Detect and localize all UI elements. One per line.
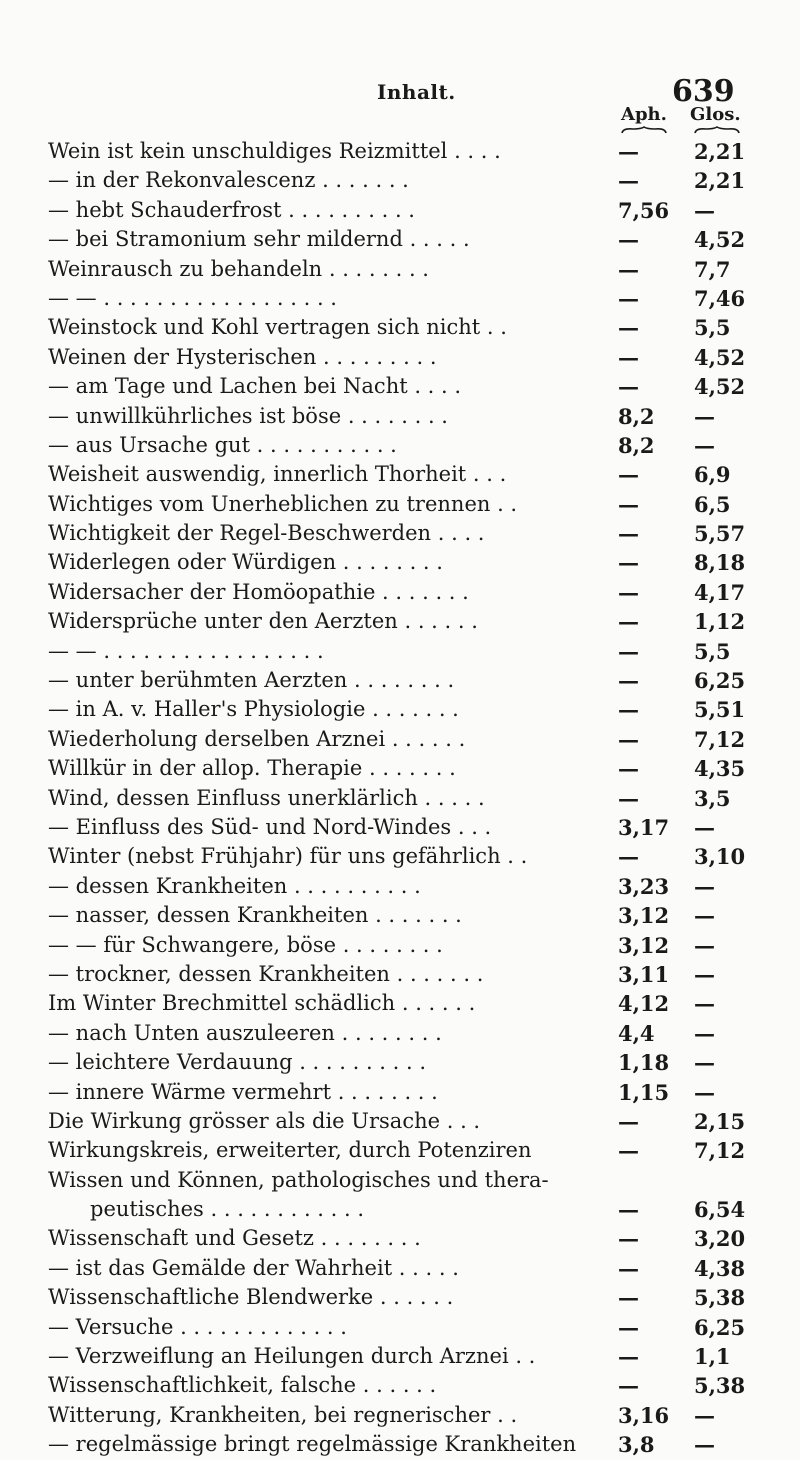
entry-text xyxy=(48,313,608,342)
index-entry xyxy=(0,842,800,871)
entry-glos-ref: 4,38 xyxy=(694,1255,746,1281)
entry-aph-ref: — xyxy=(618,1138,639,1164)
index-entry xyxy=(0,607,800,636)
column-header-aph: Aph. xyxy=(621,104,667,125)
entry-text xyxy=(48,255,608,284)
index-entry xyxy=(0,1107,800,1136)
entry-text-line: — am Tage und Lachen bei Nacht . . . . xyxy=(48,374,462,399)
entry-aph-ref: — xyxy=(618,1285,639,1311)
entry-text-line: — — für Schwangere, böse . . . . . . . . xyxy=(48,932,443,957)
entry-text xyxy=(48,1254,608,1283)
entry-text-line: — Versuche . . . . . . . . . . . . . xyxy=(48,1314,347,1339)
entry-aph-ref: — xyxy=(618,726,639,752)
entry-glos-ref: 6,5 xyxy=(694,491,731,517)
index-entry xyxy=(0,431,800,460)
entry-glos-ref: — xyxy=(694,1402,715,1428)
entry-text-line: — leichtere Verdauung . . . . . . . . . . xyxy=(48,1050,427,1075)
entry-glos-ref: 4,35 xyxy=(694,756,746,782)
entry-text-line: Widerlegen oder Würdigen . . . . . . . . xyxy=(48,550,443,575)
entry-text-line: Wissenschaft und Gesetz . . . . . . . . xyxy=(48,1226,421,1251)
entry-text xyxy=(48,137,608,166)
entry-text xyxy=(48,1048,608,1077)
index-entry xyxy=(0,578,800,607)
entry-aph-ref: 4,4 xyxy=(618,1020,655,1046)
index-entry xyxy=(0,1342,800,1371)
entry-glos-ref: 5,38 xyxy=(694,1373,746,1399)
entry-glos-ref: — xyxy=(694,1020,715,1046)
entry-text xyxy=(48,784,608,813)
index-entry xyxy=(0,402,800,431)
index-entry xyxy=(0,519,800,548)
index-entry xyxy=(0,225,800,254)
entry-glos-ref: 4,17 xyxy=(694,579,746,605)
entry-glos-ref: — xyxy=(694,432,715,458)
entry-aph-ref: 3,23 xyxy=(618,873,670,899)
entry-text-line: Die Wirkung grösser als die Ursache . . . xyxy=(48,1108,481,1133)
index-entry xyxy=(0,1430,800,1459)
entry-aph-ref: — xyxy=(618,1226,639,1252)
entry-aph-ref: — xyxy=(618,756,639,782)
entry-glos-ref: — xyxy=(694,991,715,1017)
entry-text-line: Wichtiges vom Unerheblichen zu trennen . . xyxy=(48,491,518,516)
entry-aph-ref: 8,2 xyxy=(618,432,655,458)
entry-glos-ref: — xyxy=(694,197,715,223)
entry-aph-ref: — xyxy=(618,638,639,664)
entry-glos-ref: 2,21 xyxy=(694,168,746,194)
entry-text-line: — nach Unten auszuleeren . . . . . . . . xyxy=(48,1020,442,1045)
entry-text-line: — — . . . . . . . . . . . . . . . . . . xyxy=(48,285,337,310)
index-entry xyxy=(0,901,800,930)
entry-text-line: Wein ist kein unschuldiges Reizmittel . . . . xyxy=(48,139,501,163)
entry-glos-ref: 7,7 xyxy=(694,256,731,282)
entry-glos-ref: — xyxy=(694,403,715,429)
entry-glos-ref: 2,21 xyxy=(694,139,746,164)
entry-text-line: — aus Ursache gut . . . . . . . . . . . xyxy=(48,432,397,457)
entry-aph-ref: 8,2 xyxy=(618,403,655,429)
entry-aph-ref: — xyxy=(618,579,639,605)
entry-text-line: Im Winter Brechmittel schädlich . . . . . . xyxy=(48,991,476,1016)
entry-text-line: Weinrausch zu behandeln . . . . . . . . xyxy=(48,256,429,281)
index-entry xyxy=(0,255,800,284)
entry-text-line: — nasser, dessen Krankheiten . . . . . . . xyxy=(48,903,462,928)
index-entry xyxy=(0,754,800,783)
entry-text xyxy=(48,637,608,666)
entry-text-line: Weinstock und Kohl vertragen sich nicht . . xyxy=(48,315,507,340)
entry-aph-ref: 3,8 xyxy=(618,1432,655,1458)
entry-text xyxy=(48,402,608,431)
entry-aph-ref: — xyxy=(618,1255,639,1281)
index-entry xyxy=(0,1371,800,1400)
entry-text xyxy=(48,431,608,460)
entry-text-continuation: peutisches . . . . . . . . . . . . xyxy=(90,1197,365,1222)
index-entry xyxy=(0,725,800,754)
entry-glos-ref: 6,54 xyxy=(694,1197,746,1223)
entry-text xyxy=(48,548,608,577)
entry-text-line: — bei Stramonium sehr mildernd . . . . . xyxy=(48,227,470,252)
entry-glos-ref: — xyxy=(694,1432,715,1458)
entry-text xyxy=(48,901,608,930)
entry-glos-ref: 1,1 xyxy=(694,1344,731,1370)
entry-glos-ref: — xyxy=(694,1050,715,1076)
index-entry xyxy=(0,490,800,519)
index-entry xyxy=(0,931,800,960)
index-entry xyxy=(0,1313,800,1342)
entry-aph-ref: 1,18 xyxy=(618,1050,670,1076)
entry-text xyxy=(48,225,608,254)
entry-glos-ref: 3,20 xyxy=(694,1226,746,1252)
index-entry xyxy=(0,1048,800,1077)
entry-aph-ref: — xyxy=(618,785,639,811)
entry-text xyxy=(48,813,608,842)
entry-glos-ref: 5,57 xyxy=(694,521,746,547)
entry-text-line: Wiederholung derselben Arznei . . . . . . xyxy=(48,726,466,751)
entry-text xyxy=(48,519,608,548)
index-entry xyxy=(0,872,800,901)
entry-text xyxy=(48,1166,608,1225)
entry-glos-ref: 7,46 xyxy=(694,285,746,311)
entry-glos-ref: — xyxy=(694,961,715,987)
entry-text xyxy=(48,931,608,960)
entry-glos-ref: 4,52 xyxy=(694,344,746,370)
entry-aph-ref: — xyxy=(618,491,639,517)
entry-text-line: Widersprüche unter den Aerzten . . . . . . xyxy=(48,609,478,634)
index-entry xyxy=(0,372,800,401)
entry-aph-ref: — xyxy=(618,256,639,282)
entry-aph-ref: 3,17 xyxy=(618,814,670,840)
index-entry xyxy=(0,196,800,225)
entry-aph-ref: 4,12 xyxy=(618,991,670,1017)
entry-aph-ref: 3,12 xyxy=(618,903,670,929)
entry-text-line: Wissenschaftliche Blendwerke . . . . . . xyxy=(48,1285,454,1310)
entry-text-line: — ist das Gemälde der Wahrheit . . . . . xyxy=(48,1255,459,1280)
entry-glos-ref: 4,52 xyxy=(694,374,746,400)
entry-text xyxy=(48,284,608,313)
entry-text-line: — unwillkührliches ist böse . . . . . . . . xyxy=(48,403,448,428)
entry-glos-ref: 8,18 xyxy=(694,550,746,576)
entry-glos-ref: — xyxy=(694,932,715,958)
entry-aph-ref: 3,12 xyxy=(618,932,670,958)
running-title: Inhalt. xyxy=(377,80,456,104)
entry-text-line: — unter berühmten Aerzten . . . . . . . . xyxy=(48,668,455,693)
entry-aph-ref: — xyxy=(618,521,639,547)
entry-text-line: Weinen der Hysterischen . . . . . . . . . xyxy=(48,344,437,369)
entry-text-line: — Verzweiflung an Heilungen durch Arznei . . xyxy=(48,1344,536,1369)
entry-glos-ref: 3,10 xyxy=(694,844,746,870)
entry-aph-ref: — xyxy=(618,1197,639,1223)
brace-glos-icon xyxy=(694,126,740,134)
entry-aph-ref: 1,15 xyxy=(618,1079,670,1105)
entry-aph-ref: — xyxy=(618,1373,639,1399)
entry-glos-ref: 5,38 xyxy=(694,1285,746,1311)
entry-text-line: Wind, dessen Einfluss unerklärlich . . . . . xyxy=(48,785,485,810)
page-number: 639 xyxy=(672,74,735,109)
brace-aph-icon xyxy=(621,126,667,134)
entry-text-line: — dessen Krankheiten . . . . . . . . . . xyxy=(48,873,421,898)
entry-text xyxy=(48,960,608,989)
entry-aph-ref: — xyxy=(618,844,639,870)
entry-text-line: Wissen und Können, pathologisches und thera- xyxy=(48,1167,549,1192)
index-entry xyxy=(0,637,800,666)
entry-aph-ref: — xyxy=(618,168,639,194)
entry-text xyxy=(48,460,608,489)
column-header-glos: Glos. xyxy=(690,104,741,125)
entry-text xyxy=(48,1283,608,1312)
entry-glos-ref: 7,12 xyxy=(694,726,746,752)
entry-text xyxy=(48,872,608,901)
entry-aph-ref: — xyxy=(618,1344,639,1370)
entry-glos-ref: 2,15 xyxy=(694,1108,746,1134)
entry-text-line: — trockner, dessen Krankheiten . . . . . . . xyxy=(48,961,484,986)
entry-text xyxy=(48,1136,608,1165)
entry-text xyxy=(48,166,608,195)
entry-aph-ref: — xyxy=(618,668,639,694)
entry-glos-ref: — xyxy=(694,873,715,899)
entry-text-line: Widersacher der Homöopathie . . . . . . . xyxy=(48,579,469,604)
entry-text-line: — regelmässige bringt regelmässige Krankheiten xyxy=(48,1432,577,1457)
entry-text-line: Wissenschaftlichkeit, falsche . . . . . . xyxy=(48,1373,437,1398)
entry-aph-ref: — xyxy=(618,609,639,635)
entry-aph-ref: — xyxy=(618,1314,639,1340)
entry-glos-ref: — xyxy=(694,1079,715,1105)
entry-glos-ref: 3,5 xyxy=(694,785,731,811)
entry-text xyxy=(48,372,608,401)
entry-aph-ref: — xyxy=(618,344,639,370)
entry-text xyxy=(48,1401,608,1430)
entry-text xyxy=(48,989,608,1018)
entry-text-line: — innere Wärme vermehrt . . . . . . . . xyxy=(48,1079,438,1104)
entry-text xyxy=(48,842,608,871)
entry-aph-ref: — xyxy=(618,374,639,400)
entry-aph-ref: — xyxy=(618,462,639,488)
index-entry xyxy=(0,1019,800,1048)
index-entry xyxy=(0,960,800,989)
index-entry xyxy=(0,813,800,842)
index-entry xyxy=(0,284,800,313)
entry-aph-ref: — xyxy=(618,315,639,341)
column-headers xyxy=(0,104,800,134)
entry-glos-ref: 5,5 xyxy=(694,315,731,341)
entry-text-line: Wichtigkeit der Regel-Beschwerden . . . . xyxy=(48,521,485,546)
entry-glos-ref: 5,51 xyxy=(694,697,746,723)
entry-text xyxy=(48,607,608,636)
index-entry xyxy=(0,166,800,195)
index-entries xyxy=(0,137,800,1460)
entry-glos-ref: 6,25 xyxy=(694,1314,746,1340)
entry-glos-ref: 6,25 xyxy=(694,668,746,694)
entry-text-line: Wirkungskreis, erweiterter, durch Potenziren xyxy=(48,1138,532,1163)
entry-text xyxy=(48,695,608,724)
entry-text xyxy=(48,1430,608,1459)
index-entry xyxy=(0,137,800,166)
entry-text xyxy=(48,343,608,372)
entry-aph-ref: — xyxy=(618,550,639,576)
index-entry xyxy=(0,989,800,1018)
entry-aph-ref: 3,11 xyxy=(618,961,670,987)
entry-text-line: Winter (nebst Frühjahr) für uns gefährlich . . xyxy=(48,844,528,869)
entry-text xyxy=(48,1019,608,1048)
index-entry xyxy=(0,313,800,342)
entry-text-line: Witterung, Krankheiten, bei regnerischer . . xyxy=(48,1402,518,1427)
entry-aph-ref: 3,16 xyxy=(618,1402,670,1428)
entry-text xyxy=(48,578,608,607)
entry-text-line: — Einfluss des Süd- und Nord-Windes . . . xyxy=(48,814,492,839)
entry-text xyxy=(48,1342,608,1371)
entry-aph-ref: — xyxy=(618,139,639,164)
entry-glos-ref: 6,9 xyxy=(694,462,731,488)
entry-text xyxy=(48,1313,608,1342)
entry-text xyxy=(48,754,608,783)
entry-text xyxy=(48,1107,608,1136)
entry-text xyxy=(48,1371,608,1400)
entry-aph-ref: — xyxy=(618,285,639,311)
entry-glos-ref: — xyxy=(694,814,715,840)
index-entry xyxy=(0,1136,800,1165)
entry-text-line: Weisheit auswendig, innerlich Thorheit . . . xyxy=(48,462,507,487)
entry-aph-ref: 7,56 xyxy=(618,197,670,223)
index-entry xyxy=(0,1254,800,1283)
entry-text xyxy=(48,196,608,225)
entry-text-line: Willkür in der allop. Therapie . . . . . . . xyxy=(48,756,456,781)
entry-text xyxy=(48,666,608,695)
entry-glos-ref: 5,5 xyxy=(694,638,731,664)
index-entry xyxy=(0,343,800,372)
entry-aph-ref: — xyxy=(618,1108,639,1134)
entry-glos-ref: 4,52 xyxy=(694,227,746,253)
entry-text xyxy=(48,490,608,519)
index-entry xyxy=(0,460,800,489)
entry-text-line: — — . . . . . . . . . . . . . . . . . xyxy=(48,638,324,663)
index-entry xyxy=(0,1166,800,1225)
index-entry xyxy=(0,784,800,813)
index-entry xyxy=(0,548,800,577)
entry-aph-ref: — xyxy=(618,227,639,253)
entry-text xyxy=(48,1078,608,1107)
entry-text xyxy=(48,1224,608,1253)
entry-glos-ref: 1,12 xyxy=(694,609,746,635)
index-entry xyxy=(0,1224,800,1253)
entry-text-line: — hebt Schauderfrost . . . . . . . . . . xyxy=(48,197,415,222)
index-entry xyxy=(0,1283,800,1312)
index-entry xyxy=(0,666,800,695)
index-entry xyxy=(0,695,800,724)
entry-text-line: — in A. v. Haller's Physiologie . . . . . . . xyxy=(48,697,459,722)
entry-text xyxy=(48,725,608,754)
entry-aph-ref: — xyxy=(618,697,639,723)
entry-glos-ref: — xyxy=(694,903,715,929)
index-entry xyxy=(0,1078,800,1107)
entry-text-line: — in der Rekonvalescenz . . . . . . . xyxy=(48,168,409,193)
index-entry xyxy=(0,1401,800,1430)
entry-glos-ref: 7,12 xyxy=(694,1138,746,1164)
